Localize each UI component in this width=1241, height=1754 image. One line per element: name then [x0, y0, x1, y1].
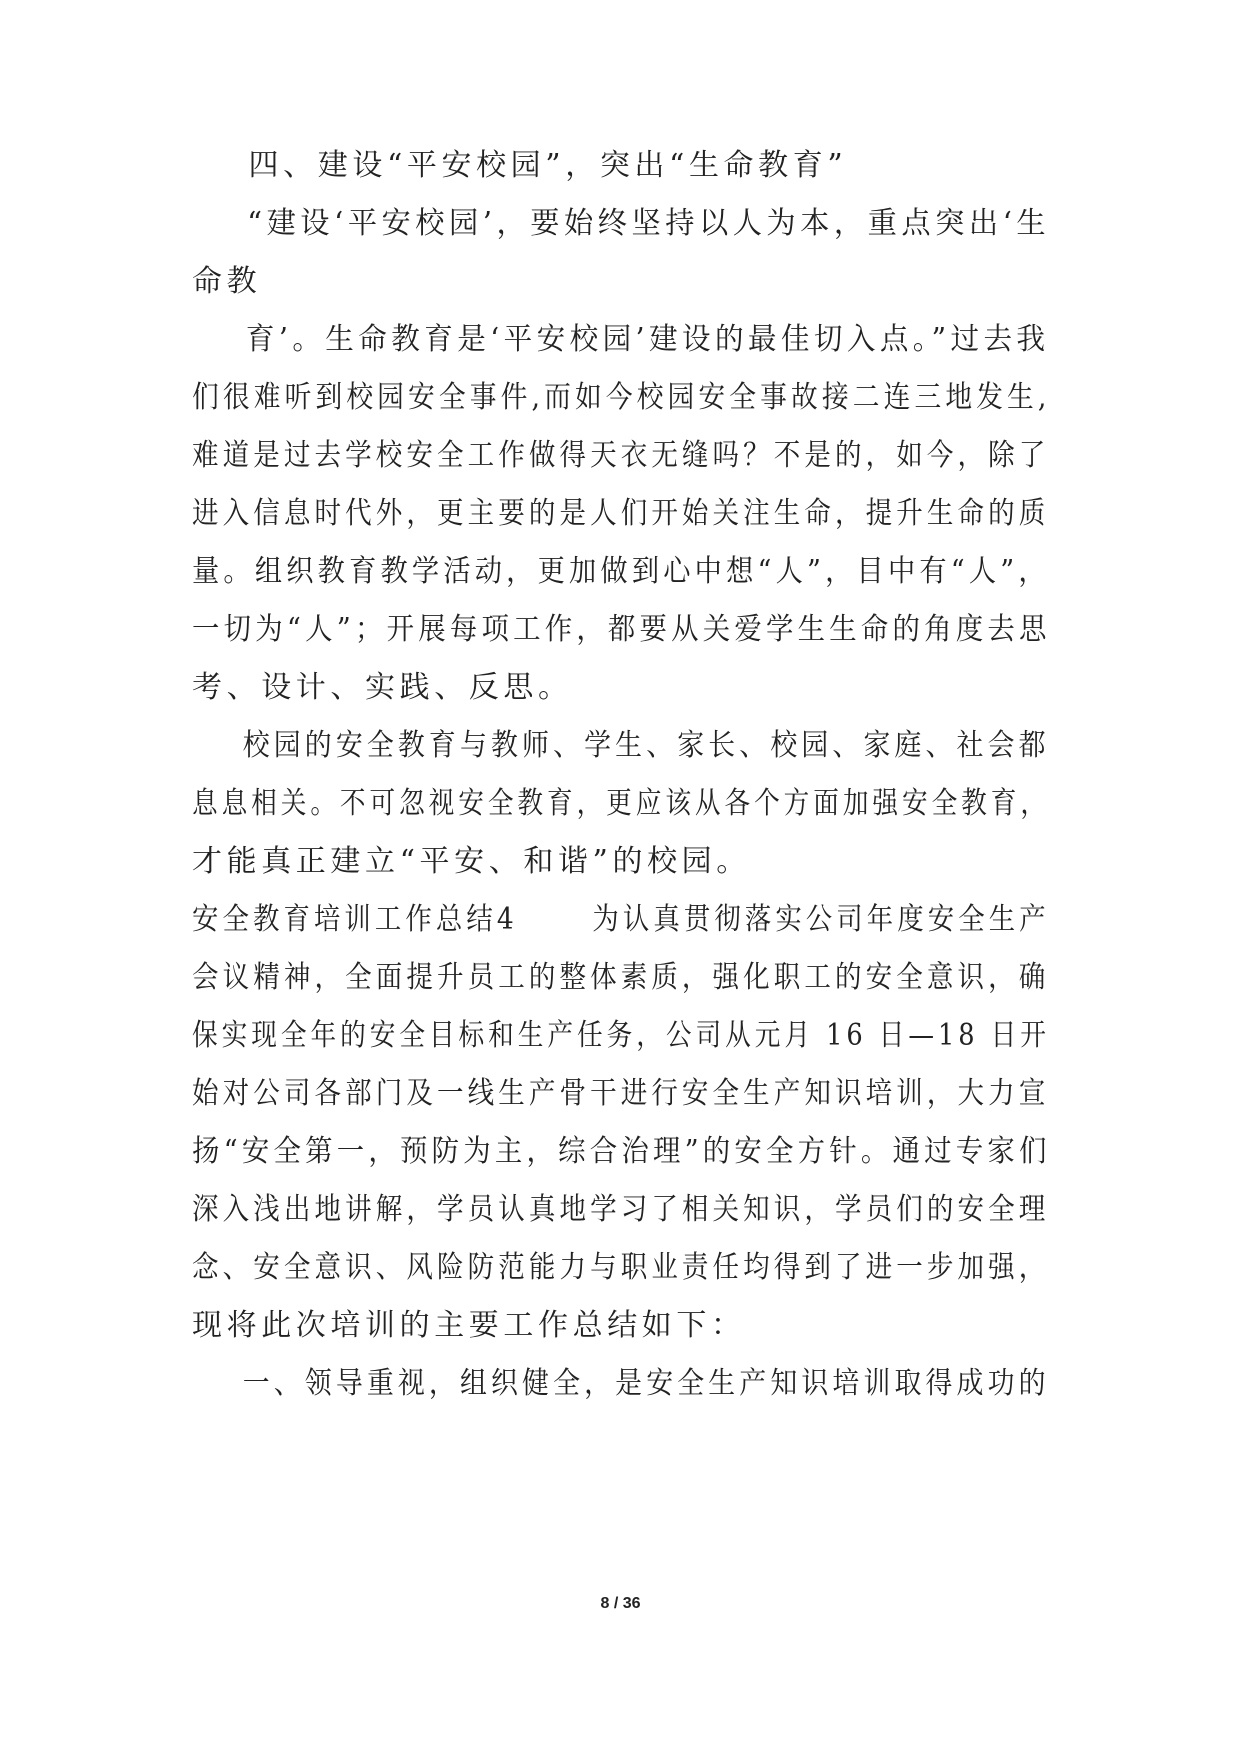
text-line: 难道是过去学校安全工作做得天衣无缝吗？不是的，如今，除了	[192, 438, 1050, 473]
text-line: 一切为“人”；开展每项工作，都要从关爱学生生命的角度去思	[192, 612, 1051, 647]
text-line: 念、安全意识、风险防范能力与职业责任均得到了进一步加强，	[192, 1250, 1050, 1285]
text-line: 始对公司各部门及一线生产骨干进行安全生产知识培训，大力宣	[192, 1076, 1050, 1111]
text-line: 命教	[192, 264, 262, 299]
text-line: 考、设计、实践、反思。	[192, 670, 573, 705]
text-line: 一、领导重视，组织健全，是安全生产知识培训取得成功的	[192, 1366, 1050, 1401]
text-line: 深入浅出地讲解，学员认真地学习了相关知识，学员们的安全理	[192, 1192, 1050, 1227]
page-number: 8 / 36	[600, 1595, 641, 1612]
text-line: 息息相关。不可忽视安全教育，更应该从各个方面加强安全教育，	[192, 786, 1050, 821]
text-line: 校园的安全教育与教师、学生、家长、校园、家庭、社会都	[192, 728, 1050, 763]
text-line: 量。组织教育教学活动，更加做到心中想“人”，目中有“人”，	[192, 554, 1050, 589]
text-line: 进入信息时代外，更主要的是人们开始关注生命，提升生命的质	[192, 496, 1050, 531]
text-line: 保实现全年的安全目标和生产任务，公司从元月 16 日—18 日开	[192, 1018, 1050, 1053]
text-line: 现将此次培训的主要工作总结如下：	[192, 1308, 746, 1343]
text-line: 扬“安全第一，预防为主，综合治理”的安全方针。通过专家们	[192, 1134, 1051, 1169]
text-line: “建设‘平安校园’，要始终坚持以人为本，重点突出‘生	[192, 206, 1051, 241]
text-line: 会议精神，全面提升员工的整体素质，强化职工的安全意识，确	[192, 960, 1050, 995]
text-line: 才能真正建立“平安、和谐”的校园。	[192, 844, 751, 879]
text-line: 们很难听到校园安全事件,而如今校园安全事故接二连三地发生,	[192, 380, 1051, 415]
section-heading-line: 安全教育培训工作总结4 为认真贯彻落实公司年度安全生产	[192, 902, 1050, 937]
text-line: 育’。生命教育是‘平安校园’建设的最佳切入点。”过去我	[192, 322, 1050, 357]
text-line: 四、建设“平安校园”，突出“生命教育”	[192, 148, 848, 183]
